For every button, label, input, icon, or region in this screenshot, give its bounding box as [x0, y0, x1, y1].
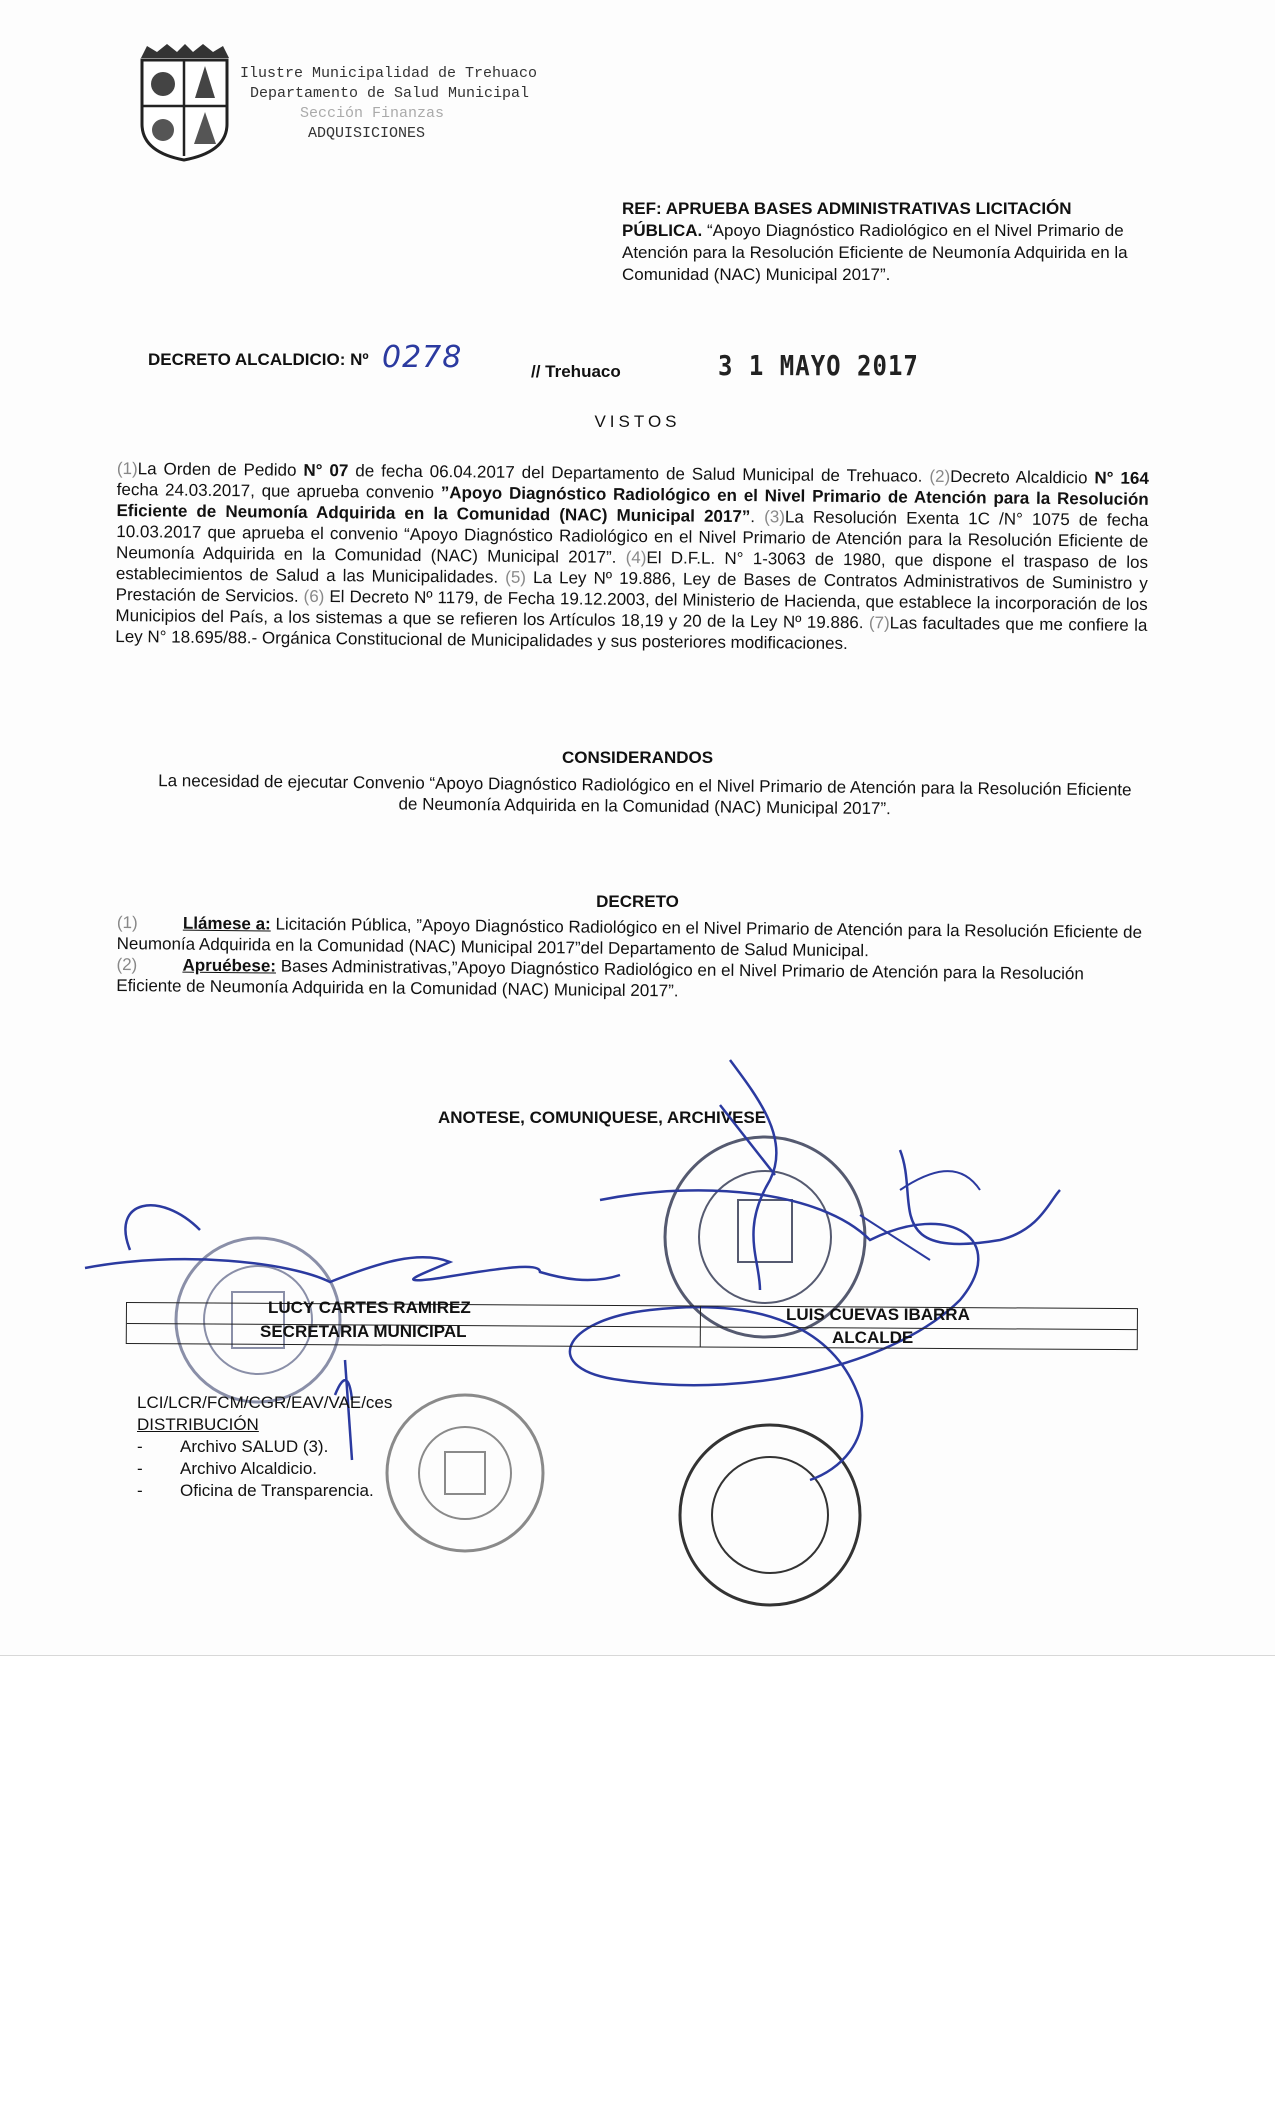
decree-place: // Trehuaco — [531, 362, 621, 381]
considerandos-heading: CONSIDERANDOS — [561, 748, 714, 767]
vistos-bold: N° 164 — [1094, 468, 1149, 488]
closing-formula: ANOTESE, COMUNIQUESE, ARCHIVESE — [438, 1108, 767, 1127]
vistos-bold: N° 07 — [303, 460, 349, 481]
alcalde-title: ALCALDE — [832, 1328, 914, 1347]
decree-number-handwritten: 0278 — [382, 340, 463, 375]
date-stamp: 3 1 MAYO 2017 — [718, 349, 919, 383]
secretaria-title: SECRETARIA MUNICIPAL — [260, 1322, 467, 1341]
vistos-text: de fecha 06.04.2017 del Departamento de Salud Municipal de Trehuaco. — [348, 461, 930, 486]
asesor-juridico-seal — [387, 1395, 543, 1551]
list-item: - Archivo SALUD (3). — [137, 1436, 392, 1458]
header-line-section: Sección Finanzas — [300, 105, 445, 122]
vistos-text: Decreto Alcaldicio — [950, 466, 1095, 488]
vistos-num: (5) — [505, 567, 527, 587]
vistos-text: La Resolución Exenta 1C /N° 1075 de fecha 10.03.2017 que aprueba el convenio “Apoyo Diagnóstico Radiológico en el Nivel Primario de Atención para la Resolución Eficiente de Neumonía Adquirida en la Comunidad (NAC) Municipal 2017”. — [116, 507, 1149, 567]
reference-text: “Apoyo Diagnóstico Radiológico en el Nivel Primario de Atención para la Resolución Eficiente de Neumonía Adquirida en la Comunidad (NAC) Municipal 2017”. — [622, 221, 1128, 284]
vistos-text: El Decreto Nº 1179, de Fecha 19.12.2003, del Ministerio de Hacienda, que establece la incorporación de los Municipios del País, a los sistemas a que se refieren los Artículos 18,19 y 20 de la Ley Nº 19.886. — [115, 586, 1148, 633]
list-item: - Archivo Alcaldicio. — [137, 1458, 392, 1480]
header-line-unit: ADQUISICIONES — [308, 125, 426, 142]
distribution-title: DISTRIBUCIÓN — [137, 1415, 259, 1434]
vistos-text: El D.F.L. N° 1-3063 de 1980, que dispone el traspaso de los establecimientos de Salud a las Municipalidades. — [115, 548, 1149, 587]
signature-table-divider — [700, 1307, 701, 1347]
alcalde-name: LUIS CUEVAS IBARRA — [786, 1305, 970, 1324]
secretaria-name: LUCY CARTES RAMIREZ — [268, 1298, 471, 1317]
decreto-item-text: Bases Administrativas,”Apoyo Diagnóstico Radiológico en el Nivel Primario de Atención para la Resolución Eficiente de Neumonía Adquirida en la Comunidad (NAC) Municipal 2017”. — [116, 956, 1084, 1001]
distribution-block — [137, 1392, 392, 1502]
alcalde-signature — [570, 1060, 1060, 1480]
list-item: - Oficina de Transparencia. — [137, 1480, 392, 1502]
vistos-text: Las facultades que me confiere la Ley N° 18.695/88.- Orgánica Constitucional de Municipalidades y sus posteriores modificaciones. — [115, 613, 1148, 654]
decree-label: DECRETO ALCALDICIO: Nº — [148, 350, 369, 369]
decreto-item-num: (1) — [116, 912, 138, 933]
vistos-num: (7) — [868, 613, 890, 633]
vistos-num: (2) — [929, 466, 951, 486]
considerandos-text: La necesidad de ejecutar Convenio “Apoyo Diagnóstico Radiológico en el Nivel Primario de Atención para la Resolución Eficiente de Neumonía Adquirida en la Comunidad (NAC) Municipal 2017”. — [158, 771, 1132, 819]
vistos-num: (1) — [116, 458, 138, 479]
vistos-num: (6) — [303, 586, 325, 606]
distribution-list — [137, 1436, 392, 1502]
initials-line: LCI/LCR/FCM/CGR/EAV/VAE/ces — [137, 1393, 393, 1412]
reference-title: REF: APRUEBA BASES ADMINISTRATIVAS LICITACIÓN PÚBLICA. — [622, 199, 1072, 240]
control-seal — [680, 1425, 860, 1605]
vistos-text: La Orden de Pedido — [137, 459, 304, 480]
initials-signature — [860, 1171, 980, 1260]
header-line-municipality: Ilustre Municipalidad de Trehuaco — [240, 65, 538, 82]
vistos-num: (3) — [764, 507, 786, 527]
decreto-item-num: (2) — [116, 954, 138, 975]
vistos-text: La Ley Nº 19.886, Ley de Bases de Contratos Administrativos de Suministro y Prestación de Servicios. — [115, 567, 1148, 606]
decreto-item-text: Licitación Pública, ”Apoyo Diagnóstico Radiológico en el Nivel Primario de Atención para la Resolución Eficiente de Neumonía Adquirida en la Comunidad (NAC) Municipal 2017”del Departamento de Salud Municipal. — [116, 914, 1143, 961]
vistos-text: fecha 24.03.2017, que aprueba convenio — [116, 479, 441, 503]
vistos-bold: ”Apoyo Diagnóstico Radiológico en el Nivel Primario de Atención para la Resolución Eficiente de Neumonía Adquirida en la Comunidad (NAC) Municipal 2017” — [116, 483, 1149, 527]
decreto-item-keyword: Apruébese: — [182, 955, 277, 976]
decreto-heading: DECRETO — [596, 892, 679, 911]
header-line-department: Departamento de Salud Municipal — [250, 85, 530, 102]
vistos-heading: VISTOS — [594, 412, 681, 431]
blank-page-area — [0, 1655, 1275, 2101]
decreto-item-keyword: Llámese a: — [182, 913, 271, 934]
vistos-text: . — [750, 507, 765, 527]
vistos-num: (4) — [625, 547, 647, 568]
